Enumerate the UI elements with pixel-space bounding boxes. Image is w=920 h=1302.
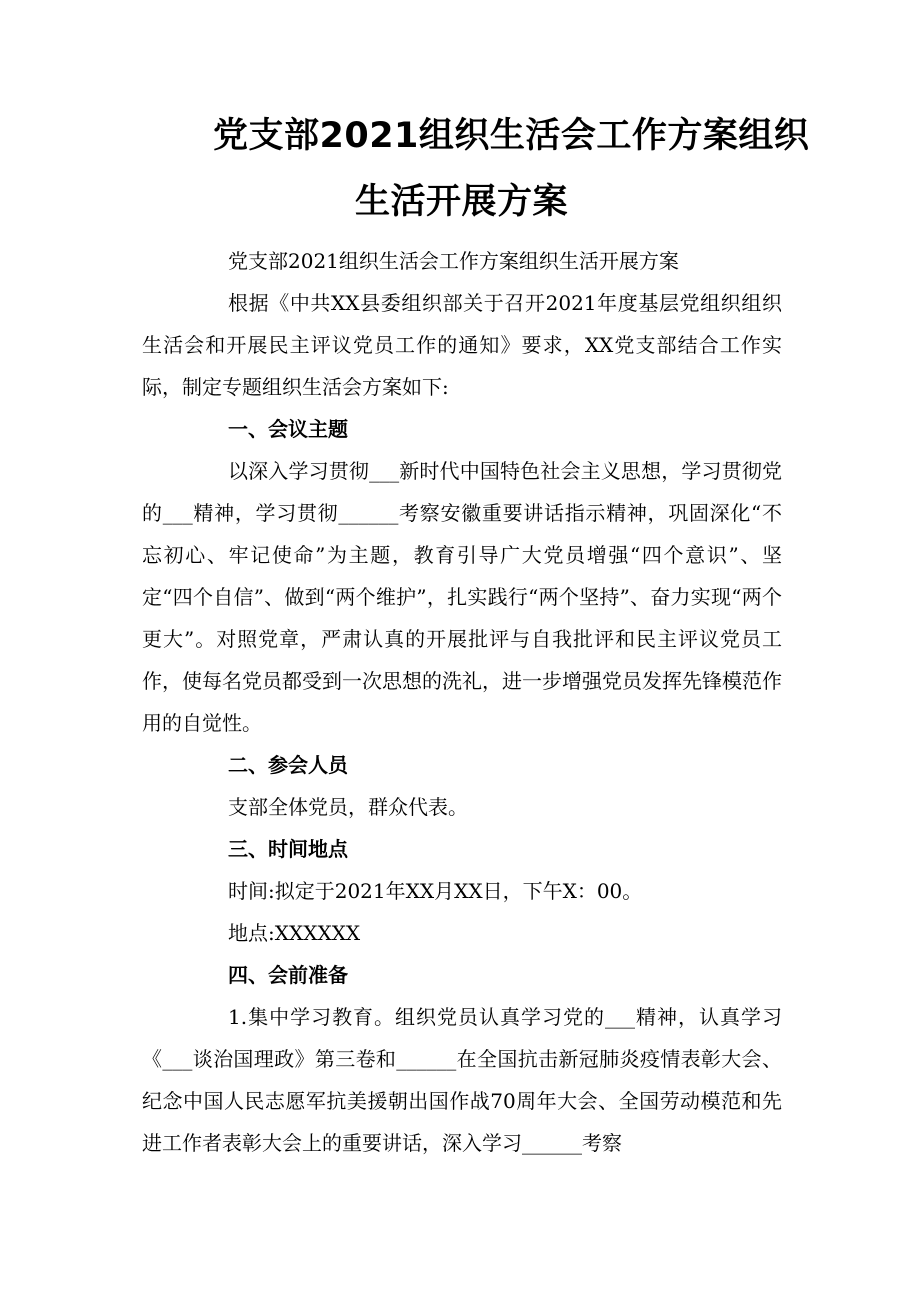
theme-paragraph: 以深入学习贯彻___新时代中国特色社会主义思想，学习贯彻党的___精神，学习贯彻______考察安徽重要讲话指示精神，巩固深化“不忘初心、牢记使命”为主题，教育引导广大党员增强“四个意识”、坚定“四个自信”、做到“两个维护”，扎实践行“两个坚持”、奋力实现“两个更大”。对照党章，严肃认真的开展批评与自我批评和民主评议党员工作，使每名党员都受到一次思想的洗礼，进一步增强党员发挥先锋模范作用的自觉性。 bbox=[142, 459, 782, 735]
document-title-line-2: 生活开展方案 bbox=[355, 182, 569, 222]
section-heading-preparation: 四、会前准备 bbox=[228, 963, 348, 987]
preparation-paragraph: 1.集中学习教育。组织党员认真学习党的___精神，认真学习《___谈治国理政》第三卷和______在全国抗击新冠肺炎疫情表彰大会、纪念中国人民志愿军抗美援朝出国作战70周年大会、全国劳动模范和先进工作者表彰大会上的重要讲话，深入学习______考察 bbox=[142, 1005, 782, 1155]
subtitle-paragraph: 党支部2021组织生活会工作方案组织生活开展方案 bbox=[228, 249, 679, 273]
section-heading-attendees: 二、参会人员 bbox=[228, 753, 348, 777]
section-heading-theme: 一、会议主题 bbox=[228, 417, 348, 441]
intro-paragraph: 根据《中共XX县委组织部关于召开2021年度基层党组织组织生活会和开展民主评议党员工作的通知》要求，XX党支部结合工作实际，制定专题组织生活会方案如下: bbox=[142, 291, 782, 399]
attendees-paragraph: 支部全体党员，群众代表。 bbox=[228, 795, 468, 819]
document-title-line-1: 党支部2021组织生活会工作方案组织 bbox=[213, 116, 810, 156]
place-paragraph: 地点:XXXXXX bbox=[228, 921, 361, 945]
section-heading-time-place: 三、时间地点 bbox=[228, 837, 348, 861]
time-paragraph: 时间:拟定于2021年XX月XX日，下午X：00。 bbox=[228, 879, 643, 903]
document-body bbox=[142, 240, 782, 1164]
